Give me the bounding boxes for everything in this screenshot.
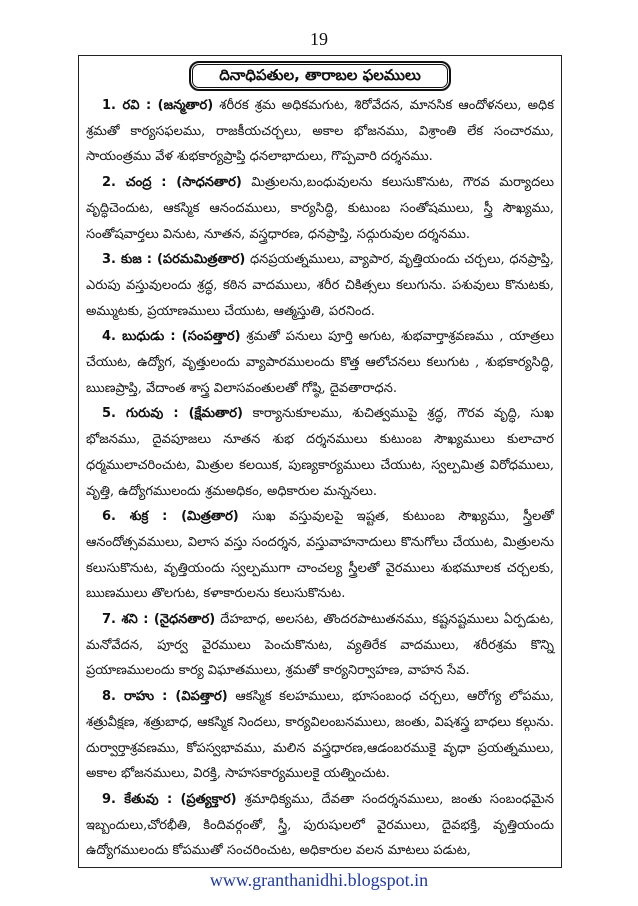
entry-label: 9. కేతువు : (ప్రత్యక్తార) [102, 791, 237, 807]
entry-text: శ్రమాధిక్యము, దేవతా సందర్శనములు, జంతు సంబంధమైన ఇబ్బందులు,చోరభీతి, కిందివర్గంతో, స్త్రీ, పురుషులలో వైరములు, దైవభక్తి, వృత్తియందు ఉద్యోగములందు కోపముతో సంచరించుట, అధికారుల వలన మాటలు పడుట, [86, 791, 554, 859]
entry-chandra [86, 170, 554, 247]
entry-label: 6. శుక్ర : (మిత్రతార) [102, 509, 239, 525]
entry-text: సుఖ వస్తువులపై ఇష్టత, కుటుంబ సౌఖ్యము, స్త్రీలతో ఆనందోత్సవములు, విలాస వస్తు సందర్శన, వస్తువాహనాదులు కొనుగోలు చేయుట, మిత్రులను కలుసుకొనుట, వృత్తియందు స్వల్పముగా చాంచల్య స్త్రీలతో వైరములు శుభమూలక చర్చలకు, ఋణములు తొలగుట, కళాకారులను కలుసుకొనుట. [86, 509, 554, 602]
entry-text: దేహబాధ, అలసట, తొందరపాటుతనము, కష్టనష్టములు ఏర్పడుట, మనోవేదన, పూర్వ వైరములు పెంచుకొనుట, వ్యతిరేక వాదములు, శరీరశ్రమ కొన్ని ప్రయాణములందు కార్య విఘాతములు, శ్రమతో కార్యనిర్వాహణ, వాహన సేవ. [86, 612, 554, 679]
entry-ravi [86, 93, 554, 170]
entry-label: 5. గురువు : (క్షేమతార) [102, 406, 243, 422]
entry-label: 3. కుజ : (పరమమిత్రతార) [102, 252, 246, 268]
entry-label: 7. శని : (నైధనతార) [102, 612, 216, 628]
entry-shukra [86, 504, 554, 607]
entry-kuja [86, 247, 554, 324]
entry-shani [86, 607, 554, 684]
entry-text: శరీరక శ్రమ అధికమగుట, శిరోవేదన, మానసిక ఆందోళనలు, అధిక శ్రమతో కార్యసఫలము, రాజకీయచర్చలు, అకాల భోజనము, విశ్రాంతి లేక సంచారము, సాయంత్రము వేళ శుభకార్యప్రాప్తి ధనలాభాదులు, గొప్పవారి దర్శనము. [86, 98, 554, 165]
entry-label: 4. బుధుడు : (సంపత్తార) [102, 329, 241, 345]
entry-guru [86, 401, 554, 504]
entry-text: మిత్రులను,బంధువులను కలుసుకొనుట, గౌరవ మర్యాదలు వృద్ధిచెందుట, ఆకస్మిక ఆనందములు, కార్యసిద్ధి, కుటుంబ సంతోషములు, స్త్రీ సౌఖ్యము, సంతోషవార్తలు వినుట, నూతన, వస్త్రధారణ, ధనప్రాప్తి, సద్గురువుల దర్శనము. [86, 175, 555, 242]
page-number: 19 [310, 29, 328, 49]
entry-text: శ్రమతో పనులు పూర్తి అగుట, శుభవార్తాశ్రవణము , యాత్రలు చేయుట, ఉద్యోగ, వృత్తులందు వ్యాపారములందు కొత్త ఆలోచనలు కలుగుట , శుభకార్యసిద్ధి, ఋణప్రాప్తి, వేదాంత శాస్త్ర విలాసవంతులతో గోష్ఠి, దైవతారాధన. [86, 329, 554, 396]
footer-website-link[interactable]: www.granthanidhi.blogspot.in [209, 870, 429, 890]
entry-text: ధనప్రయత్నములు, వ్యాపార, వృత్తియందు చర్చలు, ధనప్రాప్తి, ఎరుపు వస్తువులందు శ్రద్ధ, కఠిన వాదములు, శరీర చికిత్సలు కలుగును. పశువులు కొనుటకు, అమ్ముటకు, ప్రయాణములు చేయుట, ఆత్మస్తుతి, పరనింద. [86, 252, 554, 319]
entry-text: ఆకస్మిక కలహములు, భూసంబంధ చర్చలు, ఆరోగ్య లోపము, శత్రువీక్షణ, శత్రుబాధ, ఆకస్మిక నిందలు, కార్యవిలంబనములు, జంతు, విషశస్త్ర బాధలు కల్గును. దుర్వార్తాశ్రవణము, కోపస్వభావము, మలిన వస్త్రధారణ,ఆడంబరముకై వృధా ప్రయత్నములు, అకాల భోజనములు, విరక్తి, సాహసకార్యములకై యత్నించుట. [86, 689, 554, 782]
entry-label: 1. రవి : (జన్మతార) [102, 98, 214, 113]
entry-label: 8. రాహు : (విపత్తార) [102, 689, 228, 705]
entry-label: 2. చంద్ర : (సాధనతార) [102, 175, 242, 191]
section-title: దినాధిపతుల, తారాబల ఫలములు [189, 61, 451, 91]
entry-ketu [86, 787, 554, 864]
entry-text: కార్యానుకూలము, శుచిత్వముపై శ్రద్ధ, గౌరవ వృద్ధి, సుఖ భోజనము, దైవపూజలు నూతన శుభ దర్శనములు కుటుంబ సౌఖ్యములు కులాచార ధర్మములాచరించుట, మిత్రుల కలయిక, పుణ్యకార్యములు చేయుట, స్వల్పమిత్ర విరోధములు, వృత్తి, ఉద్యోగములందు శ్రమఅధికం, అధికారుల మన్ననలు. [86, 406, 554, 499]
entry-rahu [86, 684, 554, 787]
entries-list [79, 91, 561, 864]
content-frame [78, 55, 562, 868]
entry-budha [86, 324, 554, 401]
